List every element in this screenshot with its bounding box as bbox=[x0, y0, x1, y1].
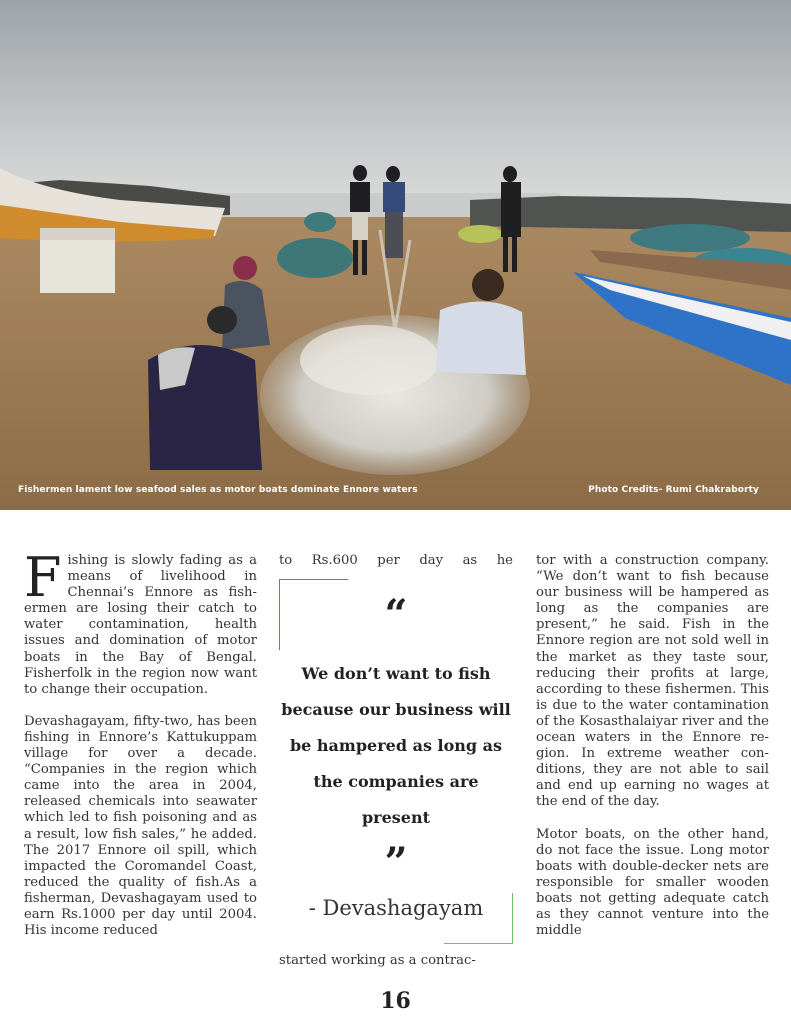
beach-scene-image bbox=[0, 0, 791, 510]
pull-quote: We don’t want to fish because our business will be hampered as long as the companies are present bbox=[281, 664, 511, 827]
article-column-2-top: to Rs.600 per day as he bbox=[279, 553, 513, 568]
open-quote-icon: “ bbox=[384, 591, 408, 638]
paragraph-text: ishing is slowly fading as a means of livelihood in Chennai’s Ennore as fishermen are losing their catch to water contamination, health issues and domination of motor boats in the Bay of Bengal. Fisherfolk in the region now want to change their occupation. bbox=[24, 553, 257, 697]
quote-attribution: - Devashagayam bbox=[308, 896, 484, 920]
photo-credit: Photo Credits- Rumi Chakraborty bbox=[588, 485, 759, 495]
quote-bracket-bottom-right bbox=[444, 893, 513, 944]
page-number: 16 bbox=[380, 988, 411, 1014]
article-paragraph: Motor boats, on the other hand, do not face the issue. Long motor boats with double-decker nets are responsible for smaller wooden boats not getting adequate catch as they cannot venture into the middle bbox=[536, 826, 769, 939]
article-paragraph: Devashagayam, fifty-two, has been fishing in Ennore’s Kattukuppam village for over a decade. “Companies in the region which came into the area in 2004, released chemicals into seawater which led to fish poisoning and as a result, low fish sales,” he added. The 2017 Ennore oil spill, which impacted the Coromandel Coast, reduced the quality of fish.As a fisherman, Devashagayam used to earn Rs.1000 per day until 2004. His income reduced bbox=[24, 713, 257, 939]
article-column-2-bottom: started working as a contrac- bbox=[279, 953, 476, 968]
article-paragraph: tor with a construction company. “We don’t want to fish because our business will be hampered as long as the companies are present,” he said. Fish in the Ennore region are not sold well in the market as they taste sour, reducing their profits at large, according to these fishermen. This is due to the water contamination of the Kosasthalaiyar river and the ocean waters in the Ennore region. In extreme weather conditions, they are not able to sail and end up earning no wages at the end of the day. bbox=[536, 553, 769, 810]
photo-caption: Fishermen lament low seafood sales as motor boats dominate Ennore waters bbox=[18, 485, 418, 495]
close-quote-icon: ” bbox=[384, 839, 408, 886]
article-column-1 bbox=[24, 546, 257, 955]
drop-cap: F bbox=[24, 546, 62, 609]
hero-photo bbox=[0, 0, 791, 510]
article-paragraph bbox=[24, 546, 257, 698]
article-column-3 bbox=[536, 553, 769, 955]
